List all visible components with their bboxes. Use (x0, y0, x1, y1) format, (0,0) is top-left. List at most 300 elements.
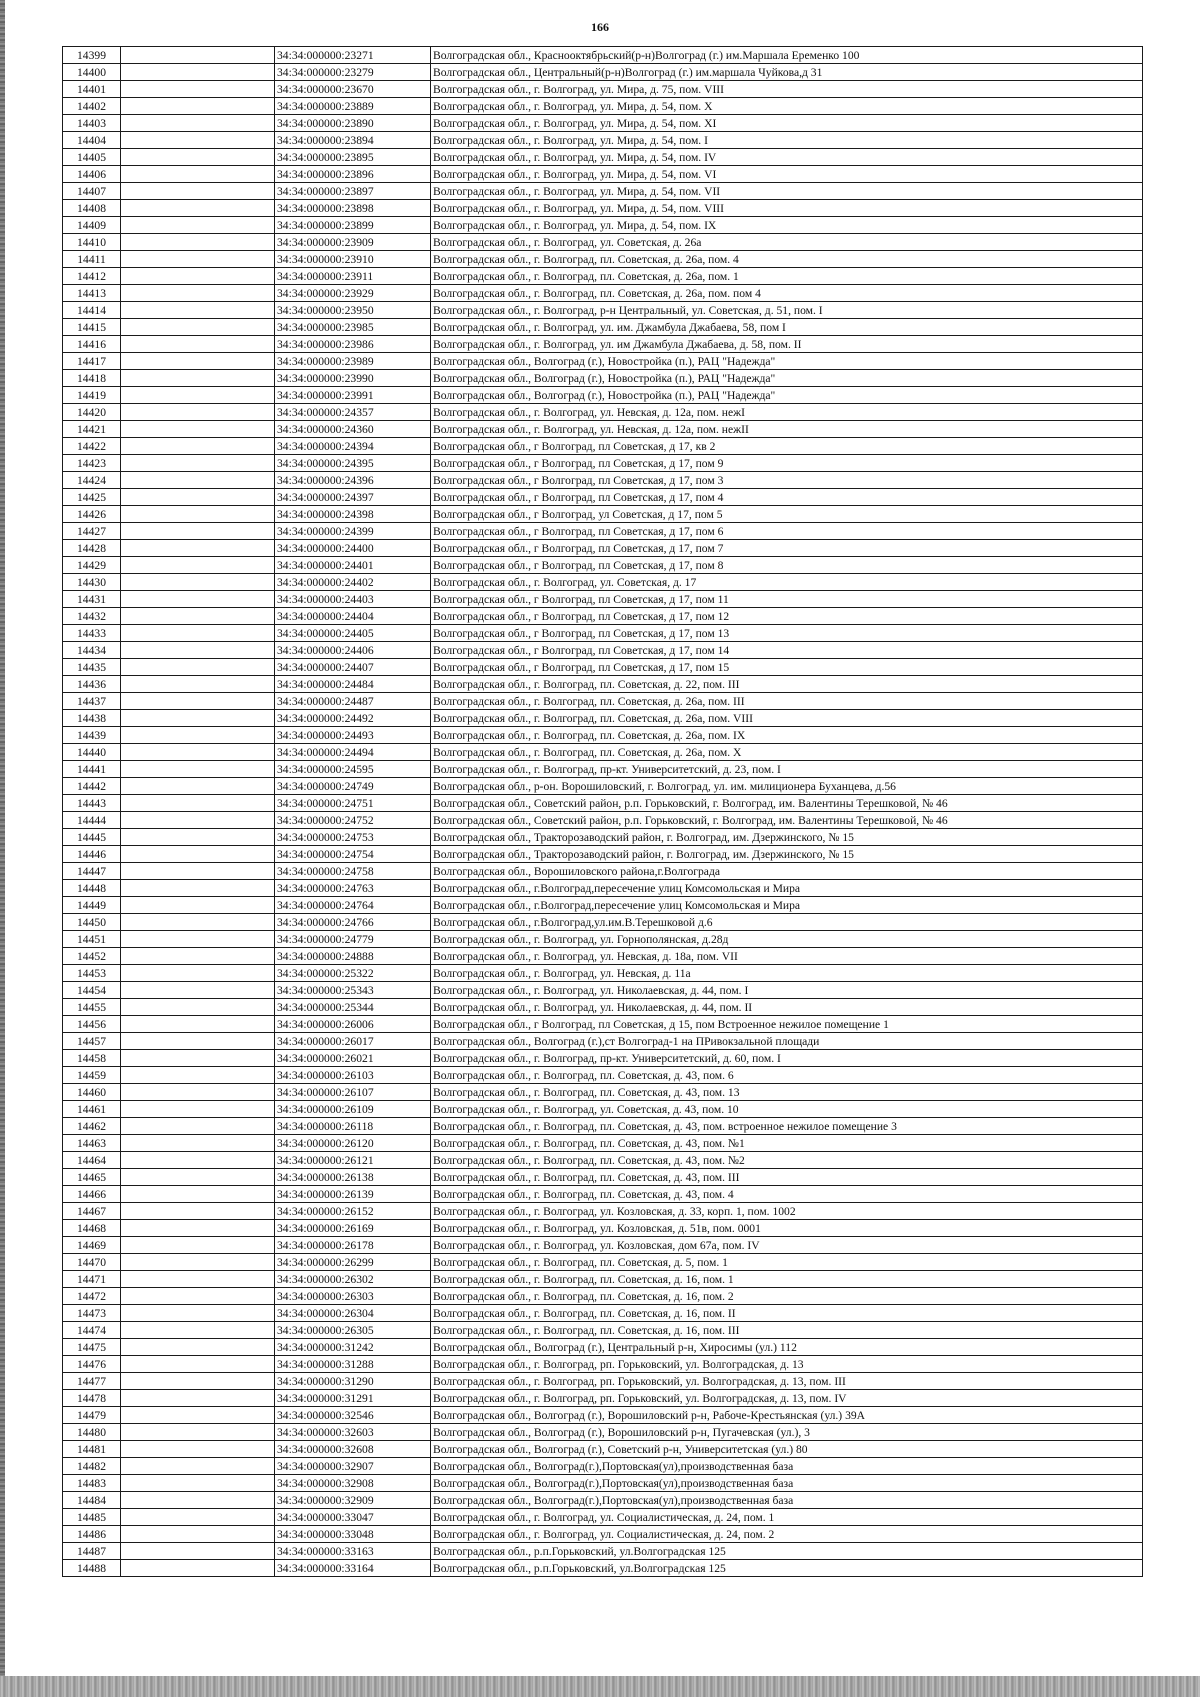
table-row (63, 455, 1143, 472)
cadastral-number: 34:34:000000:24763 (275, 880, 431, 897)
row-number: 14447 (63, 863, 121, 880)
empty-cell (121, 132, 275, 149)
row-number: 14422 (63, 438, 121, 455)
cadastral-number: 34:34:000000:26120 (275, 1135, 431, 1152)
empty-cell (121, 795, 275, 812)
address: Волгоградская обл., г Волгоград, пл Советская, д 17, пом 4 (431, 489, 1143, 506)
table-row (63, 829, 1143, 846)
cadastral-number: 34:34:000000:24753 (275, 829, 431, 846)
row-number: 14460 (63, 1084, 121, 1101)
address: Волгоградская обл., г. Волгоград, ул. Мира, д. 54, пом. IX (431, 217, 1143, 234)
table-row (63, 421, 1143, 438)
table-row (63, 353, 1143, 370)
table-row (63, 574, 1143, 591)
table-row (63, 472, 1143, 489)
row-number: 14411 (63, 251, 121, 268)
empty-cell (121, 438, 275, 455)
row-number: 14412 (63, 268, 121, 285)
row-number: 14475 (63, 1339, 121, 1356)
address: Волгоградская обл., г. Волгоград, пл. Советская, д. 16, пом. III (431, 1322, 1143, 1339)
cadastral-number: 34:34:000000:24399 (275, 523, 431, 540)
cadastral-number: 34:34:000000:32608 (275, 1441, 431, 1458)
cadastral-number: 34:34:000000:23911 (275, 268, 431, 285)
row-number: 14399 (63, 47, 121, 64)
address: Волгоградская обл., г. Волгоград, р-н Центральный, ул. Советская, д. 51, пом. I (431, 302, 1143, 319)
cadastral-number: 34:34:000000:23989 (275, 353, 431, 370)
cadastral-number: 34:34:000000:24758 (275, 863, 431, 880)
cadastral-number: 34:34:000000:24395 (275, 455, 431, 472)
cadastral-number: 34:34:000000:24888 (275, 948, 431, 965)
address: Волгоградская обл., г Волгоград, пл Советская, д 15, пом Встроенное нежилое помещение 1 (431, 1016, 1143, 1033)
row-number: 14471 (63, 1271, 121, 1288)
address: Волгоградская обл., г. Волгоград, пл. Советская, д. 26а, пом. IX (431, 727, 1143, 744)
table-row (63, 897, 1143, 914)
row-number: 14469 (63, 1237, 121, 1254)
cadastral-number: 34:34:000000:24749 (275, 778, 431, 795)
table-row (63, 1356, 1143, 1373)
cadastral-number: 34:34:000000:26121 (275, 1152, 431, 1169)
row-number: 14462 (63, 1118, 121, 1135)
table-row (63, 183, 1143, 200)
empty-cell (121, 642, 275, 659)
empty-cell (121, 965, 275, 982)
empty-cell (121, 948, 275, 965)
cadastral-number: 34:34:000000:24398 (275, 506, 431, 523)
table-row (63, 540, 1143, 557)
table-row (63, 965, 1143, 982)
address: Волгоградская обл., г. Волгоград, ул. Социалистическая, д. 24, пом. 2 (431, 1526, 1143, 1543)
address: Волгоградская обл., Волгоград(г.),Портовская(ул),производственная база (431, 1492, 1143, 1509)
cadastral-number: 34:34:000000:26021 (275, 1050, 431, 1067)
address: Волгоградская обл., г. Волгоград, пл. Советская, д. 5, пом. 1 (431, 1254, 1143, 1271)
scan-edge-bottom (0, 1676, 1200, 1697)
address: Волгоградская обл., г. Волгоград, ул. Социалистическая, д. 24, пом. 1 (431, 1509, 1143, 1526)
address: Волгоградская обл., г. Волгоград, ул. Козловская, д. 33, корп. 1, пом. 1002 (431, 1203, 1143, 1220)
empty-cell (121, 1543, 275, 1560)
cadastral-number: 34:34:000000:24595 (275, 761, 431, 778)
empty-cell (121, 829, 275, 846)
row-number: 14455 (63, 999, 121, 1016)
table-row (63, 166, 1143, 183)
cadastral-number: 34:34:000000:31291 (275, 1390, 431, 1407)
address: Волгоградская обл., Советский район, р.п. Горьковский, г. Волгоград, им. Валентины Терешковой, № 46 (431, 795, 1143, 812)
empty-cell (121, 982, 275, 999)
cadastral-number: 34:34:000000:24405 (275, 625, 431, 642)
table-row (63, 438, 1143, 455)
address: Волгоградская обл., г. Волгоград, ул. Горнополянская, д.28д (431, 931, 1143, 948)
empty-cell (121, 1526, 275, 1543)
address: Волгоградская обл., г. Волгоград, ул. Невская, д. 11а (431, 965, 1143, 982)
cadastral-number: 34:34:000000:24752 (275, 812, 431, 829)
address: Волгоградская обл., Волгоград(г.),Портовская(ул),производственная база (431, 1458, 1143, 1475)
row-number: 14431 (63, 591, 121, 608)
cadastral-number: 34:34:000000:24779 (275, 931, 431, 948)
empty-cell (121, 336, 275, 353)
empty-cell (121, 710, 275, 727)
address: Волгоградская обл., Волгоград (г.), Новостройка (п.), РАЦ "Надежда" (431, 387, 1143, 404)
address: Волгоградская обл., г. Волгоград, пл. Советская, д. 43, пом. встроенное нежилое помещение 3 (431, 1118, 1143, 1135)
cadastral-number: 34:34:000000:26103 (275, 1067, 431, 1084)
table-row (63, 744, 1143, 761)
address: Волгоградская обл., г. Волгоград, ул. им. Джамбула Джабаева, 58, пом I (431, 319, 1143, 336)
empty-cell (121, 727, 275, 744)
cadastral-number: 34:34:000000:25322 (275, 965, 431, 982)
row-number: 14439 (63, 727, 121, 744)
empty-cell (121, 353, 275, 370)
row-number: 14417 (63, 353, 121, 370)
table-row (63, 1543, 1143, 1560)
table-row (63, 234, 1143, 251)
address: Волгоградская обл., г Волгоград, пл Советская, д 17, пом 14 (431, 642, 1143, 659)
table-row (63, 1101, 1143, 1118)
row-number: 14416 (63, 336, 121, 353)
row-number: 14404 (63, 132, 121, 149)
address: Волгоградская обл., г. Волгоград, ул. Мира, д. 75, пом. VIII (431, 81, 1143, 98)
empty-cell (121, 1475, 275, 1492)
address: Волгоградская обл., Краснооктябрьский(р-н)Волгоград (г.) им.Маршала Еременко 100 (431, 47, 1143, 64)
empty-cell (121, 251, 275, 268)
empty-cell (121, 1458, 275, 1475)
empty-cell (121, 1322, 275, 1339)
cadastral-number: 34:34:000000:24494 (275, 744, 431, 761)
row-number: 14468 (63, 1220, 121, 1237)
table-row (63, 217, 1143, 234)
table-row (63, 1305, 1143, 1322)
row-number: 14464 (63, 1152, 121, 1169)
table-row (63, 693, 1143, 710)
table-row (63, 931, 1143, 948)
row-number: 14481 (63, 1441, 121, 1458)
row-number: 14410 (63, 234, 121, 251)
table-row (63, 1509, 1143, 1526)
empty-cell (121, 1288, 275, 1305)
table-row (63, 115, 1143, 132)
empty-cell (121, 1203, 275, 1220)
cadastral-number: 34:34:000000:24764 (275, 897, 431, 914)
row-number: 14437 (63, 693, 121, 710)
table-row (63, 336, 1143, 353)
table-row (63, 1373, 1143, 1390)
row-number: 14463 (63, 1135, 121, 1152)
address: Волгоградская обл., г. Волгоград, ул. Николаевская, д. 44, пом. II (431, 999, 1143, 1016)
table-row (63, 1271, 1143, 1288)
row-number: 14467 (63, 1203, 121, 1220)
table-row (63, 1458, 1143, 1475)
cadastral-number: 34:34:000000:26299 (275, 1254, 431, 1271)
empty-cell (121, 455, 275, 472)
address: Волгоградская обл., г Волгоград, пл Советская, д 17, пом 15 (431, 659, 1143, 676)
empty-cell (121, 574, 275, 591)
row-number: 14438 (63, 710, 121, 727)
cadastral-number: 34:34:000000:33163 (275, 1543, 431, 1560)
cadastral-number: 34:34:000000:23909 (275, 234, 431, 251)
cadastral-number: 34:34:000000:25344 (275, 999, 431, 1016)
table-row (63, 1475, 1143, 1492)
address: Волгоградская обл., г. Волгоград, пл. Советская, д. 43, пом. 6 (431, 1067, 1143, 1084)
row-number: 14457 (63, 1033, 121, 1050)
table-row (63, 846, 1143, 863)
cadastral-number: 34:34:000000:33047 (275, 1509, 431, 1526)
table-row (63, 625, 1143, 642)
row-number: 14430 (63, 574, 121, 591)
table-row (63, 1033, 1143, 1050)
row-number: 14480 (63, 1424, 121, 1441)
address: Волгоградская обл., г. Волгоград, пл. Советская, д. 43, пом. 4 (431, 1186, 1143, 1203)
address: Волгоградская обл., г. Волгоград, ул. Николаевская, д. 44, пом. I (431, 982, 1143, 999)
empty-cell (121, 999, 275, 1016)
address: Волгоградская обл., Волгоград (г.), Новостройка (п.), РАЦ "Надежда" (431, 370, 1143, 387)
address: Волгоградская обл., г. Волгоград, пл. Советская, д. 26а, пом. X (431, 744, 1143, 761)
address: Волгоградская обл., г. Волгоград, ул. Козловская, д. 51в, пом. 0001 (431, 1220, 1143, 1237)
empty-cell (121, 404, 275, 421)
empty-cell (121, 1101, 275, 1118)
address: Волгоградская обл., г. Волгоград, ул. Мира, д. 54, пом. VIII (431, 200, 1143, 217)
cadastral-number: 34:34:000000:26139 (275, 1186, 431, 1203)
row-number: 14423 (63, 455, 121, 472)
row-number: 14427 (63, 523, 121, 540)
cadastral-number: 34:34:000000:32908 (275, 1475, 431, 1492)
row-number: 14474 (63, 1322, 121, 1339)
empty-cell (121, 761, 275, 778)
empty-cell (121, 676, 275, 693)
table-row (63, 1050, 1143, 1067)
table-row (63, 812, 1143, 829)
cadastral-number: 34:34:000000:26152 (275, 1203, 431, 1220)
table-row (63, 319, 1143, 336)
table-row (63, 489, 1143, 506)
row-number: 14487 (63, 1543, 121, 1560)
address: Волгоградская обл., р.п.Горьковский, ул.Волгоградская 125 (431, 1543, 1143, 1560)
address: Волгоградская обл., г Волгоград, ул Советская, д 17, пом 5 (431, 506, 1143, 523)
row-number: 14483 (63, 1475, 121, 1492)
row-number: 14408 (63, 200, 121, 217)
cadastral-number: 34:34:000000:26107 (275, 1084, 431, 1101)
empty-cell (121, 472, 275, 489)
address: Волгоградская обл., г Волгоград, пл Советская, д 17, пом 8 (431, 557, 1143, 574)
table-row (63, 982, 1143, 999)
cadastral-number: 34:34:000000:24406 (275, 642, 431, 659)
empty-cell (121, 1441, 275, 1458)
empty-cell (121, 863, 275, 880)
row-number: 14448 (63, 880, 121, 897)
empty-cell (121, 285, 275, 302)
cadastral-number: 34:34:000000:24751 (275, 795, 431, 812)
table-row (63, 1152, 1143, 1169)
cadastral-number: 34:34:000000:24357 (275, 404, 431, 421)
cadastral-number: 34:34:000000:26169 (275, 1220, 431, 1237)
address: Волгоградская обл., г. Волгоград, пл. Советская, д. 26а, пом. 1 (431, 268, 1143, 285)
cadastral-number: 34:34:000000:23896 (275, 166, 431, 183)
cadastral-number: 34:34:000000:24493 (275, 727, 431, 744)
row-number: 14445 (63, 829, 121, 846)
cadastral-number: 34:34:000000:23986 (275, 336, 431, 353)
address: Волгоградская обл., г. Волгоград, ул. Мира, д. 54, пом. VII (431, 183, 1143, 200)
empty-cell (121, 268, 275, 285)
cadastral-number: 34:34:000000:26305 (275, 1322, 431, 1339)
cadastral-number: 34:34:000000:23670 (275, 81, 431, 98)
cadastral-number: 34:34:000000:24754 (275, 846, 431, 863)
empty-cell (121, 1016, 275, 1033)
row-number: 14442 (63, 778, 121, 795)
table-row (63, 1084, 1143, 1101)
empty-cell (121, 302, 275, 319)
address: Волгоградская обл., Тракторозаводский район, г. Волгоград, им. Дзержинского, № 15 (431, 829, 1143, 846)
empty-cell (121, 1050, 275, 1067)
empty-cell (121, 846, 275, 863)
row-number: 14428 (63, 540, 121, 557)
address: Волгоградская обл., г. Волгоград, ул. Невская, д. 12а, пом. нежI (431, 404, 1143, 421)
row-number: 14400 (63, 64, 121, 81)
cadastral-number: 34:34:000000:31290 (275, 1373, 431, 1390)
row-number: 14479 (63, 1407, 121, 1424)
cadastral-number: 34:34:000000:23271 (275, 47, 431, 64)
empty-cell (121, 183, 275, 200)
table-row (63, 642, 1143, 659)
table-row (63, 302, 1143, 319)
table-row (63, 64, 1143, 81)
table-row (63, 1118, 1143, 1135)
registry-table (62, 46, 1143, 1577)
table-row (63, 370, 1143, 387)
table-row (63, 1135, 1143, 1152)
empty-cell (121, 489, 275, 506)
address: Волгоградская обл., г. Волгоград, ул. Мира, д. 54, пом. X (431, 98, 1143, 115)
empty-cell (121, 591, 275, 608)
table-row (63, 557, 1143, 574)
address: Волгоградская обл., г. Волгоград, пл. Советская, д. 43, пом. №2 (431, 1152, 1143, 1169)
address: Волгоградская обл., г.Волгоград,пересечение улиц Комсомольская и Мира (431, 880, 1143, 897)
address: Волгоградская обл., г. Волгоград, ул. Невская, д. 12а, пом. нежII (431, 421, 1143, 438)
cadastral-number: 34:34:000000:24407 (275, 659, 431, 676)
address: Волгоградская обл., р.п.Горьковский, ул.Волгоградская 125 (431, 1560, 1143, 1577)
cadastral-number: 34:34:000000:26303 (275, 1288, 431, 1305)
cadastral-number: 34:34:000000:24404 (275, 608, 431, 625)
table-row (63, 1407, 1143, 1424)
address: Волгоградская обл., г. Волгоград, ул. Невская, д. 18а, пом. VII (431, 948, 1143, 965)
cadastral-number: 34:34:000000:26138 (275, 1169, 431, 1186)
address: Волгоградская обл., г. Волгоград, ул. Советская, д. 43, пом. 10 (431, 1101, 1143, 1118)
empty-cell (121, 540, 275, 557)
row-number: 14458 (63, 1050, 121, 1067)
row-number: 14441 (63, 761, 121, 778)
address: Волгоградская обл., г Волгоград, пл Советская, д 17, пом 11 (431, 591, 1143, 608)
empty-cell (121, 421, 275, 438)
row-number: 14485 (63, 1509, 121, 1526)
row-number: 14450 (63, 914, 121, 931)
address: Волгоградская обл., г. Волгоград, ул. Советская, д. 17 (431, 574, 1143, 591)
row-number: 14414 (63, 302, 121, 319)
address: Волгоградская обл., г. Волгоград, пл. Советская, д. 26а, пом. 4 (431, 251, 1143, 268)
cadastral-number: 34:34:000000:32546 (275, 1407, 431, 1424)
empty-cell (121, 166, 275, 183)
empty-cell (121, 1390, 275, 1407)
table-row (63, 1237, 1143, 1254)
row-number: 14413 (63, 285, 121, 302)
cadastral-number: 34:34:000000:26304 (275, 1305, 431, 1322)
address: Волгоградская обл., г. Волгоград, пл. Советская, д. 16, пом. II (431, 1305, 1143, 1322)
row-number: 14473 (63, 1305, 121, 1322)
table-row (63, 387, 1143, 404)
cadastral-number: 34:34:000000:24401 (275, 557, 431, 574)
row-number: 14407 (63, 183, 121, 200)
cadastral-number: 34:34:000000:32603 (275, 1424, 431, 1441)
cadastral-number: 34:34:000000:23985 (275, 319, 431, 336)
empty-cell (121, 1305, 275, 1322)
table-row (63, 710, 1143, 727)
empty-cell (121, 1373, 275, 1390)
address: Волгоградская обл., г. Волгоград, рп. Горьковский, ул. Волгоградская, д. 13, пом. III (431, 1373, 1143, 1390)
table-row (63, 1067, 1143, 1084)
address: Волгоградская обл., г. Волгоград, пл. Советская, д. 16, пом. 1 (431, 1271, 1143, 1288)
address: Волгоградская обл., г Волгоград, пл Советская, д 17, пом 6 (431, 523, 1143, 540)
row-number: 14470 (63, 1254, 121, 1271)
cadastral-number: 34:34:000000:25343 (275, 982, 431, 999)
table-row (63, 863, 1143, 880)
table-row (63, 999, 1143, 1016)
empty-cell (121, 387, 275, 404)
empty-cell (121, 200, 275, 217)
cadastral-number: 34:34:000000:24394 (275, 438, 431, 455)
row-number: 14402 (63, 98, 121, 115)
cadastral-number: 34:34:000000:24403 (275, 591, 431, 608)
row-number: 14425 (63, 489, 121, 506)
address: Волгоградская обл., г Волгоград, пл Советская, д 17, пом 3 (431, 472, 1143, 489)
cadastral-number: 34:34:000000:23894 (275, 132, 431, 149)
empty-cell (121, 608, 275, 625)
cadastral-number: 34:34:000000:33164 (275, 1560, 431, 1577)
cadastral-number: 34:34:000000:23990 (275, 370, 431, 387)
empty-cell (121, 1118, 275, 1135)
address: Волгоградская обл., Волгоград (г.),ст Волгоград-1 на ПРивокзальной площади (431, 1033, 1143, 1050)
empty-cell (121, 1067, 275, 1084)
row-number: 14451 (63, 931, 121, 948)
cadastral-number: 34:34:000000:24400 (275, 540, 431, 557)
empty-cell (121, 557, 275, 574)
address: Волгоградская обл., г.Волгоград,пересечение улиц Комсомольская и Мира (431, 897, 1143, 914)
row-number: 14484 (63, 1492, 121, 1509)
row-number: 14465 (63, 1169, 121, 1186)
table-row (63, 761, 1143, 778)
address: Волгоградская обл., г. Волгоград, ул. Мира, д. 54, пом. IV (431, 149, 1143, 166)
row-number: 14405 (63, 149, 121, 166)
address: Волгоградская обл., Волгоград (г.), Новостройка (п.), РАЦ "Надежда" (431, 353, 1143, 370)
row-number: 14403 (63, 115, 121, 132)
address: Волгоградская обл., г Волгоград, пл Советская, д 17, кв 2 (431, 438, 1143, 455)
row-number: 14456 (63, 1016, 121, 1033)
row-number: 14482 (63, 1458, 121, 1475)
table-row (63, 268, 1143, 285)
cadastral-number: 34:34:000000:24766 (275, 914, 431, 931)
row-number: 14459 (63, 1067, 121, 1084)
table-row (63, 1220, 1143, 1237)
table-row (63, 659, 1143, 676)
row-number: 14432 (63, 608, 121, 625)
address: Волгоградская обл., г. Волгоград, ул. Козловская, дом 67а, пом. IV (431, 1237, 1143, 1254)
address: Волгоградская обл., г. Волгоград, рп. Горьковский, ул. Волгоградская, д. 13 (431, 1356, 1143, 1373)
empty-cell (121, 1152, 275, 1169)
empty-cell (121, 81, 275, 98)
cadastral-number: 34:34:000000:24396 (275, 472, 431, 489)
empty-cell (121, 1509, 275, 1526)
cadastral-number: 34:34:000000:26118 (275, 1118, 431, 1135)
row-number: 14449 (63, 897, 121, 914)
empty-cell (121, 1271, 275, 1288)
empty-cell (121, 744, 275, 761)
table-row (63, 81, 1143, 98)
address: Волгоградская обл., Центральный(р-н)Волгоград (г.) им.маршала Чуйкова,д 31 (431, 64, 1143, 81)
address: Волгоградская обл., г. Волгоград, пл. Советская, д. 16, пом. 2 (431, 1288, 1143, 1305)
empty-cell (121, 1254, 275, 1271)
